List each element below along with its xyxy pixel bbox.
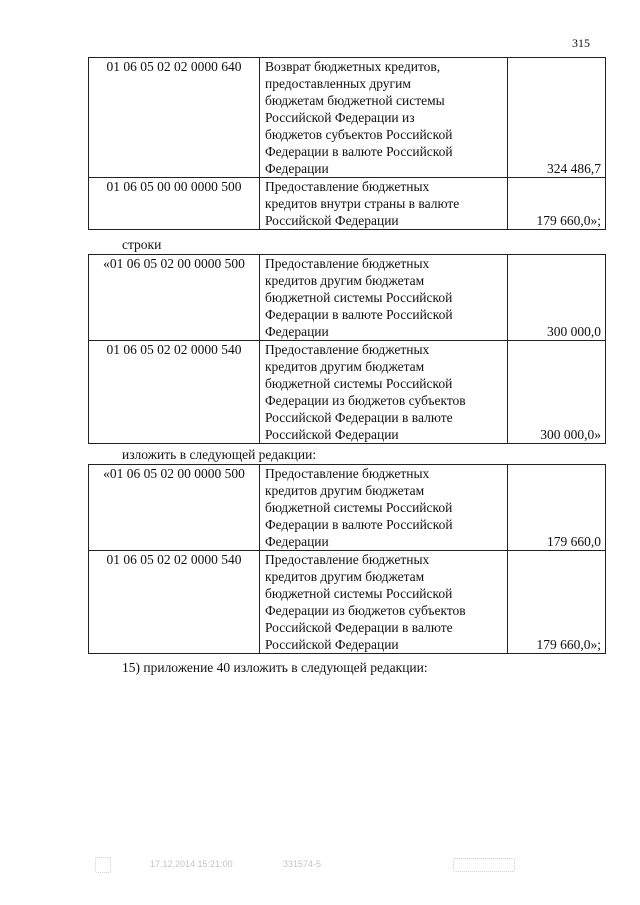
description-line: Российской Федерации bbox=[265, 213, 399, 228]
barcode-stamp-icon bbox=[453, 858, 515, 872]
description-line: Российской Федерации bbox=[265, 427, 399, 442]
table-row bbox=[89, 341, 606, 444]
description-line: бюджетной системы Российской bbox=[265, 290, 453, 305]
description-line: кредитов другим бюджетам bbox=[265, 483, 425, 498]
description-line: Предоставление бюджетных bbox=[265, 179, 430, 194]
table-row bbox=[89, 551, 606, 654]
description-line: Предоставление бюджетных bbox=[265, 466, 430, 481]
row-description bbox=[260, 341, 508, 444]
amount-value: 300 000,0 bbox=[508, 255, 606, 341]
description-line: бюджетам бюджетной системы bbox=[265, 93, 445, 108]
row-description bbox=[260, 178, 508, 230]
budget-code: 01 06 05 02 02 0000 540 bbox=[89, 551, 260, 654]
table-row bbox=[89, 255, 606, 341]
row-description bbox=[260, 465, 508, 551]
row-description bbox=[260, 58, 508, 178]
description-line: Федерации в валюте Российской bbox=[265, 307, 453, 322]
table-new-edition bbox=[88, 464, 606, 654]
description-line: Федерации в валюте Российской bbox=[265, 517, 453, 532]
document-footer-stamp bbox=[95, 857, 525, 873]
amount-value: 324 486,7 bbox=[508, 58, 606, 178]
description-line: Российской Федерации из bbox=[265, 110, 415, 125]
description-line: Федерации bbox=[265, 324, 329, 339]
description-line: Российской Федерации в валюте bbox=[265, 620, 453, 635]
label-new-edition: изложить в следующей редакции: bbox=[122, 447, 317, 462]
description-line: Предоставление бюджетных bbox=[265, 256, 430, 271]
paragraph-item-15: 15) приложение 40 изложить в следующей редакции: bbox=[122, 660, 428, 675]
row-description bbox=[260, 551, 508, 654]
page-number: 315 bbox=[572, 36, 590, 50]
amount-value: 179 660,0»; bbox=[508, 178, 606, 230]
label-rows: строки bbox=[122, 237, 162, 252]
table-row bbox=[89, 465, 606, 551]
description-line: предоставленных другим bbox=[265, 76, 411, 91]
table-rows-to-replace bbox=[88, 254, 606, 444]
budget-code: «01 06 05 02 00 0000 500 bbox=[89, 255, 260, 341]
description-line: бюджетной системы Российской bbox=[265, 376, 453, 391]
description-line: Предоставление бюджетных bbox=[265, 342, 430, 357]
row-description bbox=[260, 255, 508, 341]
description-line: Федерации bbox=[265, 161, 329, 176]
description-line: кредитов внутри страны в валюте bbox=[265, 196, 460, 211]
budget-code: 01 06 05 02 02 0000 540 bbox=[89, 341, 260, 444]
description-line: Федерации из бюджетов субъектов bbox=[265, 393, 466, 408]
description-line: Федерации из бюджетов субъектов bbox=[265, 603, 466, 618]
description-line: бюджетной системы Российской bbox=[265, 500, 453, 515]
amount-value: 300 000,0» bbox=[508, 341, 606, 444]
budget-code: «01 06 05 02 00 0000 500 bbox=[89, 465, 260, 551]
description-line: бюджетной системы Российской bbox=[265, 586, 453, 601]
description-line: кредитов другим бюджетам bbox=[265, 359, 425, 374]
table-row bbox=[89, 58, 606, 178]
description-line: Российской Федерации в валюте bbox=[265, 410, 453, 425]
footer-datetime: 17.12.2014 15:21:00 bbox=[150, 859, 233, 869]
description-line: бюджетов субъектов Российской bbox=[265, 127, 453, 142]
description-line: Федерации bbox=[265, 534, 329, 549]
description-line: Российской Федерации bbox=[265, 637, 399, 652]
qr-stamp-icon bbox=[95, 857, 111, 873]
description-line: кредитов другим бюджетам bbox=[265, 569, 425, 584]
description-line: Предоставление бюджетных bbox=[265, 552, 430, 567]
budget-code: 01 06 05 00 00 0000 500 bbox=[89, 178, 260, 230]
budget-code: 01 06 05 02 02 0000 640 bbox=[89, 58, 260, 178]
description-line: Возврат бюджетных кредитов, bbox=[265, 59, 441, 74]
footer-doc-number: 331574-5 bbox=[283, 859, 322, 869]
description-line: Федерации в валюте Российской bbox=[265, 144, 453, 159]
table-original-rows bbox=[88, 57, 606, 230]
table-row bbox=[89, 178, 606, 230]
amount-value: 179 660,0 bbox=[508, 465, 606, 551]
description-line: кредитов другим бюджетам bbox=[265, 273, 425, 288]
amount-value: 179 660,0»; bbox=[508, 551, 606, 654]
